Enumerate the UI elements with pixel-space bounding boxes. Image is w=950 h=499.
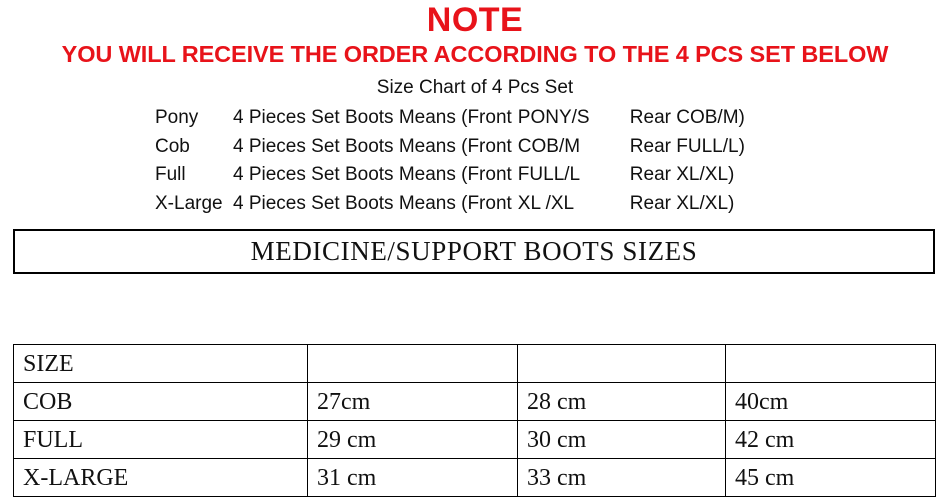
sizes-table [13,344,936,497]
set-row-rear: Rear FULL/L) [629,135,745,157]
table-cell-measure-1: 29 cm [308,421,518,459]
set-row-front: COB/M [517,135,581,157]
table-cell-measure-1: 27cm [308,383,518,421]
table-row [14,421,936,459]
set-row-means: 4 Pieces Set Boots Means (Front [233,164,512,185]
table-cell-measure-3: 42 cm [726,421,936,459]
note-title: NOTE [426,1,524,39]
table-header-cell: SIZE [14,345,308,383]
table-cell-measure-2: 28 cm [518,383,726,421]
set-row-rear: Rear XL/XL) [629,164,735,185]
table-header-cell [726,345,936,383]
set-row-front: XL /XL [517,192,575,214]
table-cell-measure-2: 30 cm [518,421,726,459]
table-cell-size: FULL [14,421,308,459]
note-subtitle: YOU WILL RECEIVE THE ORDER ACCORDING TO THE 4 PCS SET BELOW [61,41,889,67]
set-chart-heading: Size Chart of 4 Pcs Set [376,77,574,98]
set-row-means: 4 Pieces Set Boots Means (Front [233,192,512,214]
set-row-front: FULL/L [517,164,581,185]
table-cell-measure-1: 31 cm [308,459,518,497]
set-chart-row [155,104,795,133]
table-cell-measure-3: 45 cm [726,459,936,497]
set-row-rear: Rear COB/M) [629,107,745,128]
set-row-size: X-Large [155,192,223,214]
table-header-cell [518,345,726,383]
boots-sizes-banner [13,229,935,274]
set-row-size: Full [155,164,186,185]
banner-title: MEDICINE/SUPPORT BOOTS SIZES [250,236,698,266]
set-row-front: PONY/S [517,107,590,128]
set-chart-list [155,104,795,218]
table-header-row [14,345,936,383]
set-row-means: 4 Pieces Set Boots Means (Front [233,107,512,128]
set-row-rear: Rear XL/XL) [629,192,735,214]
table-row [14,459,936,497]
table-cell-size: X-LARGE [14,459,308,497]
set-row-size: Pony [155,107,199,128]
size-chart-document [0,1,950,499]
table-header-cell [308,345,518,383]
set-chart-row [155,190,795,219]
table-row [14,383,936,421]
table-cell-measure-2: 33 cm [518,459,726,497]
table-cell-measure-3: 40cm [726,383,936,421]
set-chart-row [155,161,795,190]
set-row-means: 4 Pieces Set Boots Means (Front [233,135,512,157]
set-chart-row [155,133,795,162]
table-cell-size: COB [14,383,308,421]
set-row-size: Cob [155,135,190,157]
